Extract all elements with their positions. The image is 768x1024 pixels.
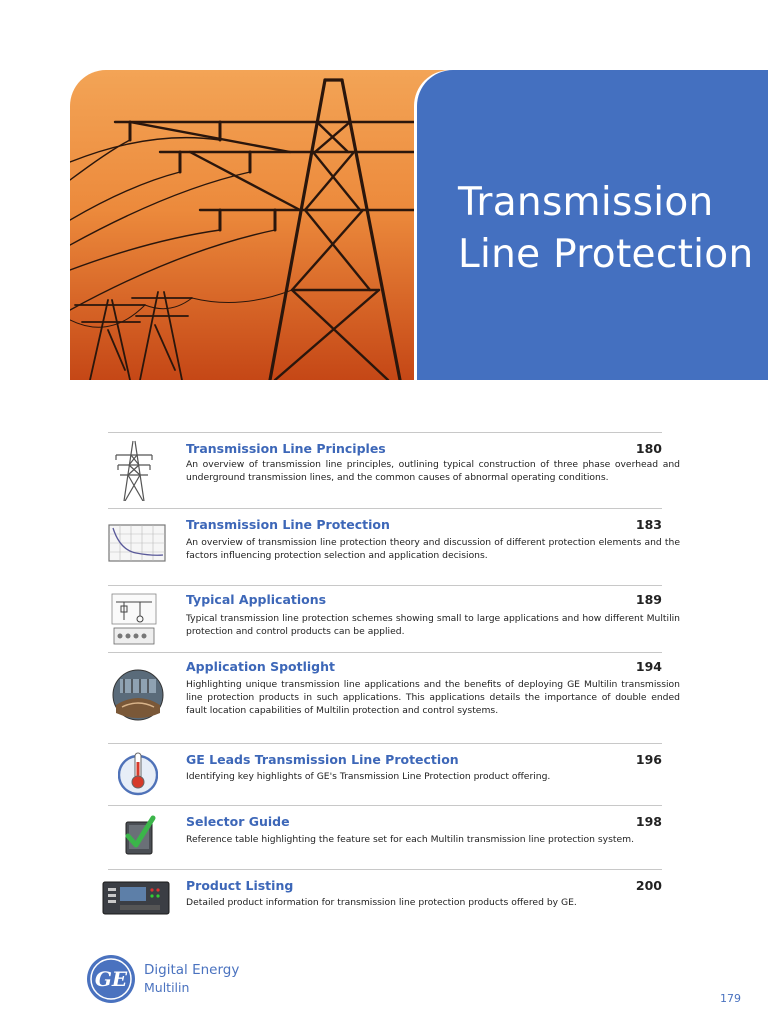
toc-description: Highlighting unique transmission line applications and the benefits of deploying GE Multilin transmission line protection products in such applications. This applications details the importance of double ended fault location capabilities of Multilin protection and control systems. — [186, 679, 680, 717]
toc-row[interactable] — [108, 743, 662, 805]
page-title-line-1: Transmission — [458, 180, 714, 225]
table-of-contents — [108, 432, 680, 928]
toc-page-number: 196 — [635, 752, 662, 767]
toc-page-number: 183 — [635, 517, 662, 532]
toc-page-number: 189 — [635, 592, 662, 607]
toc-description: Reference table highlighting the feature set for each Multilin transmission line protection system. — [186, 834, 634, 845]
thermometer-badge-icon — [118, 749, 170, 801]
toc-description: An overview of transmission line protection theory and discussion of different protection elements and the factors influencing protection selection and application decisions. — [186, 537, 680, 562]
toc-description: Identifying key highlights of GE's Transmission Line Protection product offering. — [186, 771, 551, 782]
toc-heading[interactable]: Application Spotlight — [186, 659, 335, 674]
brand-name: Digital Energy — [144, 962, 240, 978]
toc-heading[interactable]: Transmission Line Protection — [186, 517, 390, 532]
toc-description: An overview of transmission line principles, outlining typical construction of three phase overhead and underground transmission lines, and the common causes of abnormal operating conditions. — [186, 459, 680, 484]
toc-row[interactable] — [108, 652, 680, 743]
brand-subname: Multilin — [144, 980, 190, 995]
toc-row[interactable] — [108, 869, 662, 928]
toc-heading[interactable]: Product Listing — [186, 878, 294, 893]
toc-heading[interactable]: Selector Guide — [186, 814, 290, 829]
toc-page-number: 200 — [635, 878, 662, 893]
ge-logo-text: GE — [94, 967, 128, 991]
checkmark-box-icon — [122, 814, 174, 862]
ge-logo — [86, 954, 136, 1004]
power-tower-illustration — [70, 70, 460, 380]
toc-row[interactable] — [108, 585, 680, 652]
toc-row[interactable] — [108, 805, 662, 869]
page-title-line-2: Line Protection — [458, 232, 754, 277]
toc-page-number: 180 — [635, 441, 662, 456]
relay-device-icon — [102, 880, 154, 920]
toc-row[interactable] — [108, 432, 680, 508]
toc-heading[interactable]: Transmission Line Principles — [186, 441, 386, 456]
toc-row[interactable] — [108, 508, 680, 585]
toc-heading[interactable]: GE Leads Transmission Line Protection — [186, 752, 459, 767]
toc-description: Detailed product information for transmission line protection products offered by GE. — [186, 897, 577, 908]
transmission-tower-icon — [114, 439, 166, 505]
hero-photo — [70, 70, 460, 380]
toc-heading[interactable]: Typical Applications — [186, 592, 327, 607]
toc-page-number: 194 — [635, 659, 662, 674]
curve-graph-icon — [108, 524, 160, 566]
single-line-diagram-icon — [110, 592, 162, 650]
toc-page-number: 198 — [635, 814, 662, 829]
toc-description: Typical transmission line protection schemes showing small to large applications and how different Multilin protection and control products can be applied. — [186, 613, 680, 638]
substation-photo-icon — [112, 669, 164, 725]
title-panel — [417, 70, 768, 380]
page-number: 179 — [720, 992, 741, 1005]
